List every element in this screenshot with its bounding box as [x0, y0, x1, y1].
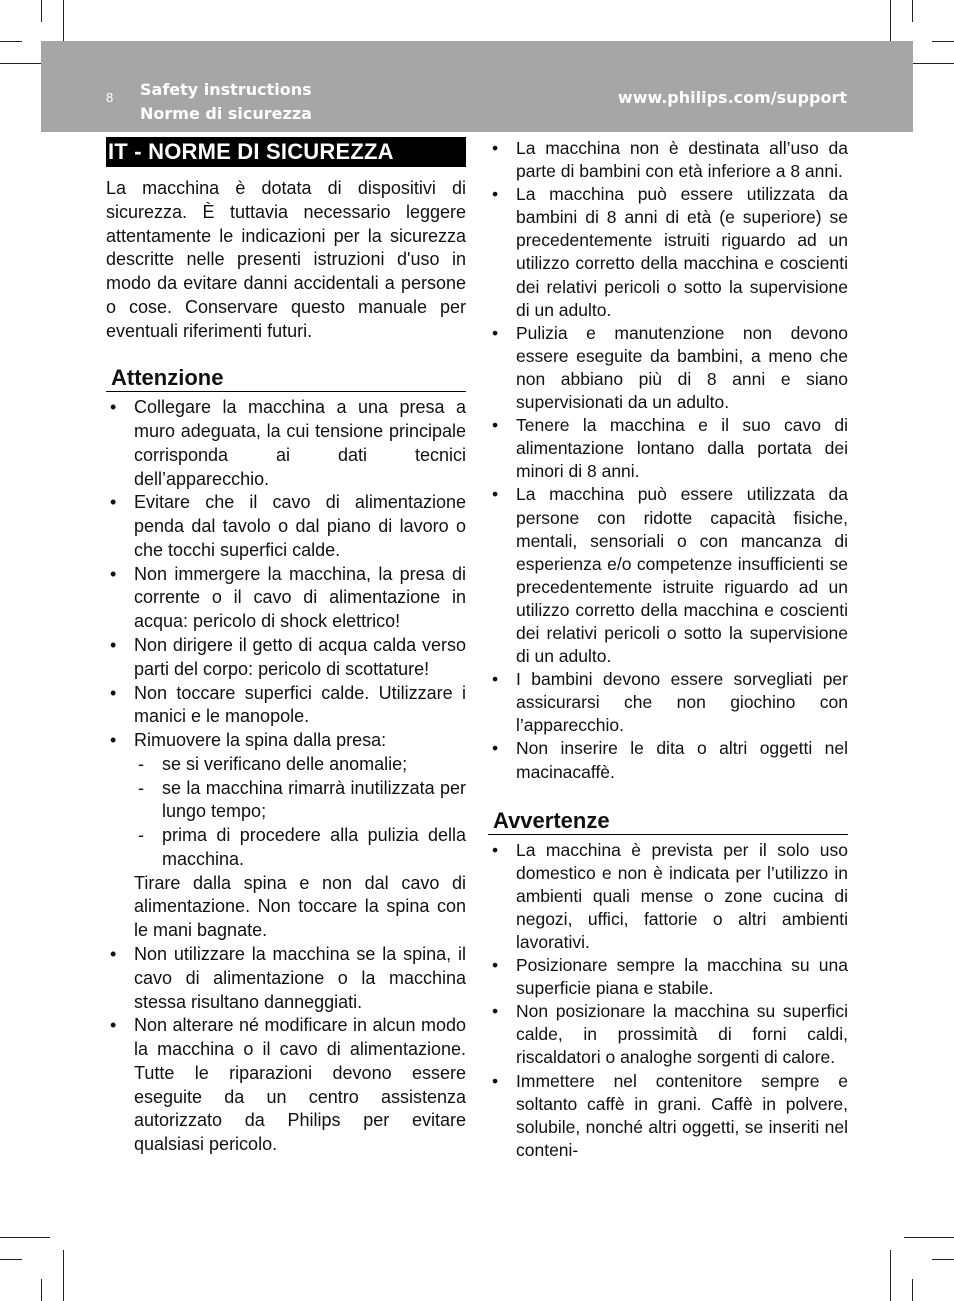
unplug-text: • Rimuovere la spina dalla presa: — [134, 730, 387, 751]
unplug-sublist — [134, 753, 466, 872]
crop-mark — [0, 41, 22, 42]
warnings-list — [488, 839, 848, 1162]
sub-item: - se la macchina rimarrà inutilizzata per lungo tempo; — [134, 777, 466, 825]
list-item: • Non alterare né modificare in alcun modo la macchina o il cavo di alimentazione. Tutte le riparazioni devono essere eseguite da un centro assistenza autorizzato da Philips per evitare qualsiasi pericolo. — [106, 1014, 466, 1157]
list-item: • Evitare che il cavo di alimentazione penda dal tavolo o dal piano di lavoro o che tocchi superfici calde. — [106, 491, 466, 562]
list-item: • Non immergere la macchina, la presa di corrente o il cavo di alimentazione in acqua: pericolo di shock elettrico! — [106, 563, 466, 634]
crop-mark — [0, 1259, 22, 1260]
warnings-heading: Avvertenze — [488, 808, 848, 835]
header-title — [140, 78, 312, 126]
list-item: • Non toccare superfici calde. Utilizzare i manici e le manopole. — [106, 682, 466, 730]
list-item: • Immettere nel contenitore sempre e soltanto caffè in grani. Caffè in polvere, solubile, nonché altri oggetti, se inseriti nel conteni- — [488, 1070, 848, 1162]
list-item: • Posizionare sempre la macchina su una superficie piana e stabile. — [488, 954, 848, 1000]
list-item: • La macchina può essere utilizzata da persone con ridotte capacità fisiche, mentali, sensoriali o con mancanza di esperienza e/o competenze insufficienti se precedentemente istruite riguardo ad un utilizzo corretto della macchina e coscienti dei relativi pericoli o sotto la supervisione di un adulto. — [488, 483, 848, 668]
list-item: • Non utilizzare la macchina se la spina, il cavo di alimentazione o la macchina stessa risultano danneggiati. — [106, 943, 466, 1014]
list-item: • La macchina può essere utilizzata da bambini di 8 anni di età (e superiore) se precedentemente istruiti riguardo ad un utilizzo corretto della macchina e coscienti dei relativi pericoli o sotto la supervisione di un adulto. — [488, 183, 848, 322]
left-column — [106, 137, 466, 1157]
crop-mark — [890, 1250, 891, 1301]
unplug-note: Tirare dalla spina e non dal cavo di alimentazione. Non toccare la spina con le mani bagnate. — [134, 872, 466, 941]
crop-mark — [932, 41, 954, 42]
attention-heading: Attenzione — [106, 365, 466, 392]
list-item: • Pulizia e manutenzione non devono essere eseguite da bambini, a meno che non abbiano più di 8 anni e siano supervisionati da un adulto. — [488, 322, 848, 414]
children-list — [488, 137, 848, 784]
crop-mark — [932, 1259, 954, 1260]
list-item: • Collegare la macchina a una presa a muro adeguata, la cui tensione principale corrisponda ai dati tecnici dell’apparecchio. — [106, 396, 466, 491]
header-title-en: Safety instructions — [140, 80, 312, 99]
list-item: • Tenere la macchina e il suo cavo di alimentazione lontano dalla portata dei minori di 8 anni. — [488, 414, 848, 483]
header-title-it: Norme di sicurezza — [140, 104, 312, 123]
attention-list — [106, 396, 466, 1157]
section-title: IT - NORME DI SICUREZZA — [106, 137, 466, 167]
crop-mark — [912, 0, 913, 22]
list-item: • La macchina è prevista per il solo uso domestico e non è indicata per l’utilizzo in ambienti quali mense o zone cucina di negozi, uffici, fattorie o altri ambienti lavorativi. — [488, 839, 848, 954]
crop-mark — [904, 1237, 954, 1238]
list-item: • La macchina non è destinata all’uso da parte di bambini con età inferiore a 8 anni. — [488, 137, 848, 183]
list-item: • I bambini devono essere sorvegliati per assicurarsi che non giochino con l’apparecchio. — [488, 668, 848, 737]
list-item: • Non dirigere il getto di acqua calda verso parti del corpo: pericolo di scottature! — [106, 634, 466, 682]
page-number: 8 — [106, 90, 114, 105]
crop-mark — [912, 1279, 913, 1301]
list-item-unplug — [106, 729, 466, 943]
intro-paragraph: La macchina è dotata di dispositivi di sicurezza. È tuttavia necessario leggere attentamente le indicazioni per la sicurezza descritte nelle presenti istruzioni d'uso in modo da evitare danni accidentali a persone o cose. Conservare questo manuale per eventuali riferimenti futuri. — [106, 178, 466, 341]
crop-mark — [41, 0, 42, 22]
list-item: • Non inserire le dita o altri oggetti nel macinacaffè. — [488, 737, 848, 783]
right-column — [488, 137, 848, 1162]
list-item: • Non posizionare la macchina su superfici calde, in prossimità di forni caldi, riscaldatori o analoghe sorgenti di calore. — [488, 1000, 848, 1069]
crop-mark — [41, 1279, 42, 1301]
sub-item: - prima di procedere alla pulizia della macchina. — [134, 824, 466, 872]
crop-mark — [63, 1250, 64, 1301]
sub-item: - se si verificano delle anomalie; — [134, 753, 466, 777]
support-url: www.philips.com/support — [617, 88, 847, 107]
crop-mark — [0, 1237, 50, 1238]
